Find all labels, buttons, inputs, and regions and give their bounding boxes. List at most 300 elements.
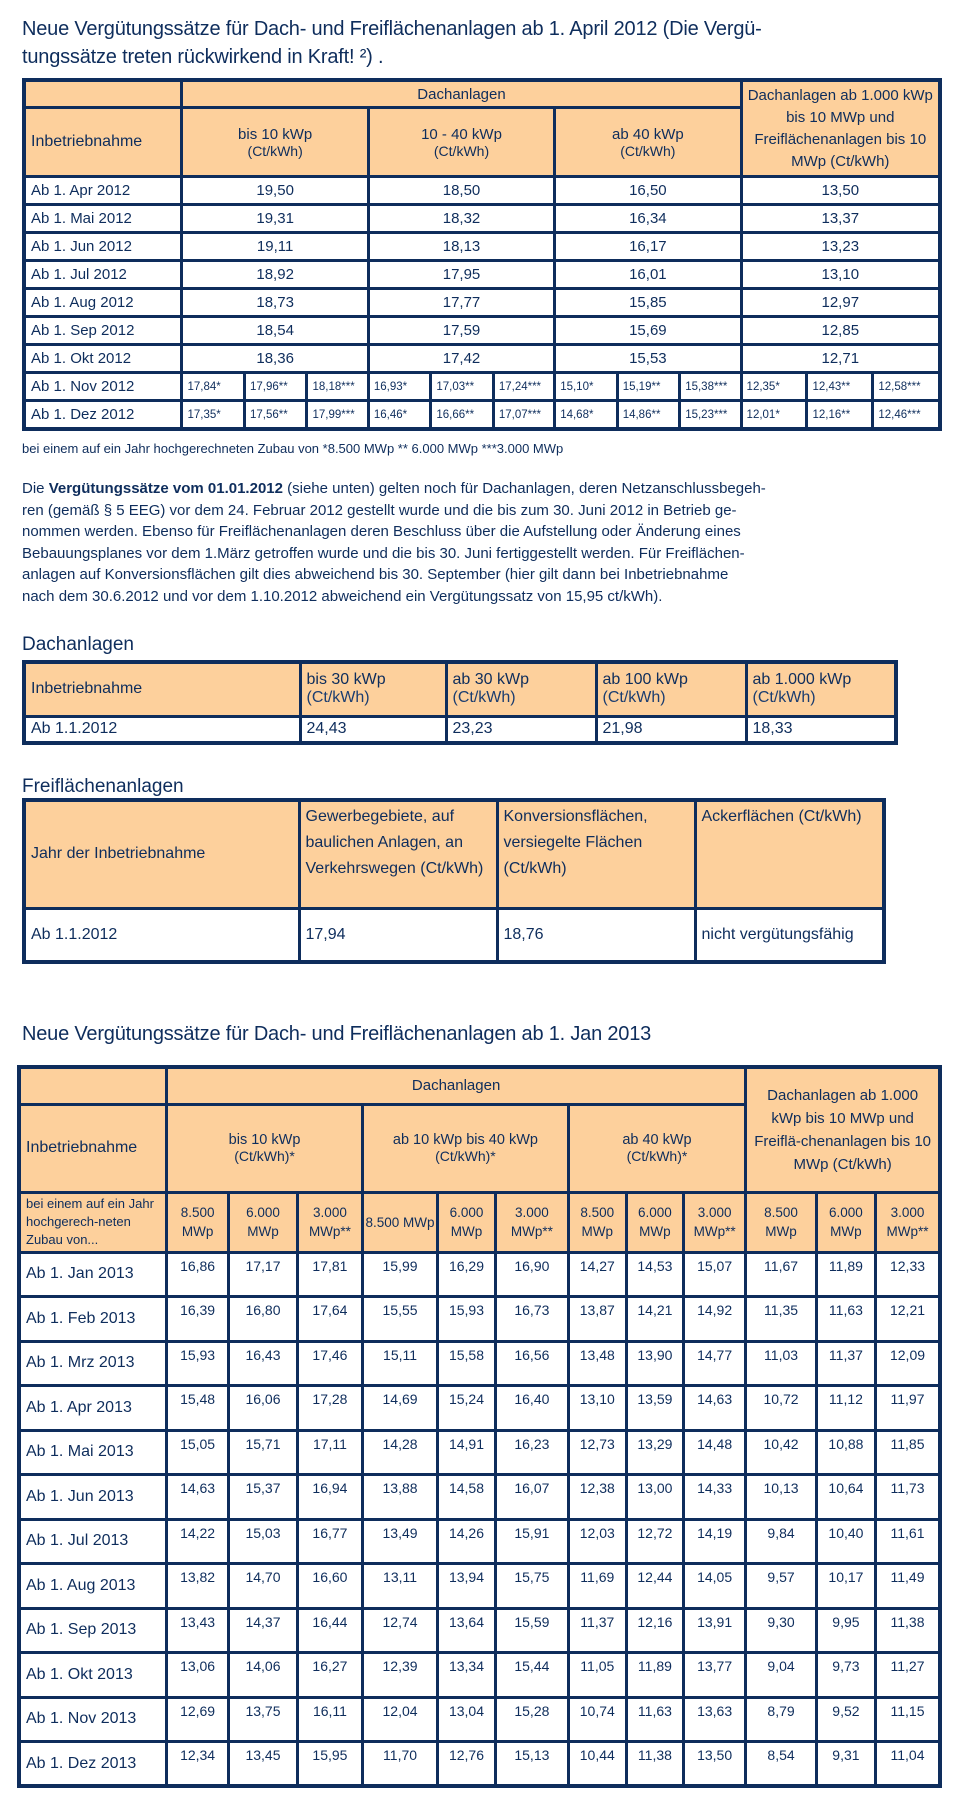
col-size: bis 10 kWp: [238, 125, 313, 143]
rate-cell: 17,81: [297, 1252, 362, 1297]
col-header-bis-10: [166, 1104, 362, 1192]
row-header-inbetriebnahme: Inbetriebnahme: [24, 662, 300, 716]
rate-cell: 18,76: [497, 908, 695, 962]
rate-cell: 16,07: [496, 1475, 569, 1520]
para-line: anlagen auf Konversionsflächen gilt dies abweichend bis 30. September (hier gilt dann bei Inbetriebnahme: [22, 566, 729, 583]
row-label: Ab 1. Jul 2013: [19, 1519, 166, 1564]
empty-header-cell: [19, 1067, 166, 1104]
col-header: [446, 662, 596, 716]
rate-cell: 17,46: [297, 1341, 362, 1386]
rate-cell: 17,11: [297, 1430, 362, 1475]
rate-cell: 13,77: [683, 1653, 745, 1698]
rate-cell: 15,99: [363, 1252, 438, 1297]
col-unit: (Ct/kWh): [306, 689, 370, 707]
row-label: Ab 1. Mai 2012: [24, 205, 182, 233]
zubau-col-header: 8.500 MWp: [166, 1192, 228, 1252]
table-row: [24, 345, 940, 373]
para-line: nach dem 30.6.2012 und vor dem 1.10.2012 abweichend ein Vergütungssatz von 15,95 ct/kWh).: [22, 587, 663, 605]
rate-cell: 14,33: [683, 1475, 745, 1520]
rate-cell: 18,18***: [307, 373, 368, 401]
col-size: ab 100 kWp: [602, 671, 688, 689]
col-header-konversion: Konversionsflächen, versiegelte Flächen (Ct/kWh): [497, 800, 695, 908]
table-row: [19, 1297, 940, 1342]
rate-cell: 15,59: [496, 1608, 569, 1653]
rate-cell: 16,56: [496, 1341, 569, 1386]
rates-april-2012-table: [22, 78, 942, 431]
rate-cell: 15,24: [437, 1386, 495, 1431]
col-size: bis 10 kWp: [228, 1132, 301, 1148]
rate-cell: 16,46*: [368, 401, 431, 430]
rate-cell: 14,63: [683, 1386, 745, 1431]
rate-cell: 14,27: [568, 1252, 626, 1297]
col-header-gewerbe: Gewerbegebiete, auf baulichen Anlagen, an Verkehrswegen (Ct/kWh): [299, 800, 497, 908]
col-header-bis-10: [182, 108, 368, 177]
rate-cell: 13,90: [626, 1341, 683, 1386]
col-size: bis 30 kWp: [306, 671, 386, 689]
rate-cell: 15,93: [437, 1297, 495, 1342]
rate-cell: 13,75: [229, 1697, 298, 1742]
rate-cell: 14,48: [683, 1430, 745, 1475]
row-label: Ab 1. Jan 2013: [19, 1252, 166, 1297]
rate-cell: 16,29: [437, 1252, 495, 1297]
rate-cell: 11,63: [816, 1297, 875, 1342]
rate-cell: 17,17: [229, 1252, 298, 1297]
rate-cell: 14,21: [626, 1297, 683, 1342]
rate-cell: 11,49: [876, 1564, 940, 1609]
dachanlagen-2012-title: Dachanlagen: [22, 634, 134, 655]
section1-title-line1: Neue Vergütungssätze für Dach- und Freiflächenanlagen ab 1. April 2012 (Die Vergü-: [22, 18, 762, 40]
table-row: [24, 289, 940, 317]
zubau-label: bei einem auf ein Jahr hochgerech-neten Zubau von...: [19, 1192, 166, 1252]
rate-cell: 15,13: [496, 1742, 569, 1787]
table-row: [24, 233, 940, 261]
rate-cell: 13,37: [741, 205, 940, 233]
rate-cell: 14,28: [363, 1430, 438, 1475]
rate-cell: 16,17: [555, 233, 741, 261]
rate-cell: 13,34: [437, 1653, 495, 1698]
rate-cell: 19,31: [182, 205, 368, 233]
rate-cell: 15,55: [363, 1297, 438, 1342]
table-row: [19, 1653, 940, 1698]
col-unit: (Ct/kWh)*: [626, 1148, 688, 1164]
rate-cell: 13,82: [166, 1564, 228, 1609]
rate-cell: 11,12: [816, 1386, 875, 1431]
rate-cell: 16,23: [496, 1430, 569, 1475]
rate-cell: 10,44: [568, 1742, 626, 1787]
rate-cell: 17,99***: [307, 401, 368, 430]
rate-cell: 10,42: [746, 1430, 817, 1475]
row-label: Ab 1.1.2012: [24, 716, 300, 743]
rate-cell: 16,77: [297, 1519, 362, 1564]
rate-cell: 16,06: [229, 1386, 298, 1431]
rate-cell: 14,05: [683, 1564, 745, 1609]
col-unit: (Ct/kWh): [620, 142, 676, 159]
zubau-col-header: 6.000 MWp: [816, 1192, 875, 1252]
rate-cell: 13,87: [568, 1297, 626, 1342]
rate-cell: 9,04: [746, 1653, 817, 1698]
rate-cell: 9,73: [816, 1653, 875, 1698]
rate-cell: nicht vergütungsfähig: [695, 908, 884, 962]
table-row: [24, 317, 940, 345]
col-size: ab 40 kWp: [622, 1132, 692, 1148]
rate-cell: 11,89: [816, 1252, 875, 1297]
rate-cell: 13,48: [568, 1341, 626, 1386]
rate-cell: 15,48: [166, 1386, 228, 1431]
rate-cell: 15,69: [555, 317, 741, 345]
rate-cell: 10,72: [746, 1386, 817, 1431]
rate-cell: 17,59: [368, 317, 554, 345]
rate-cell: 21,98: [596, 716, 746, 743]
rate-cell: 9,52: [816, 1697, 875, 1742]
rate-cell: 13,29: [626, 1430, 683, 1475]
row-label: Ab 1. Jun 2012: [24, 233, 182, 261]
rate-cell: 13,64: [437, 1608, 495, 1653]
rate-cell: 11,37: [568, 1608, 626, 1653]
rate-cell: 17,03**: [431, 373, 494, 401]
row-label: Ab 1. Okt 2013: [19, 1653, 166, 1698]
col-header: [300, 662, 446, 716]
rate-cell: 18,32: [368, 205, 554, 233]
section1-title: [22, 15, 762, 71]
rate-cell: 15,07: [683, 1252, 745, 1297]
rate-cell: 13,94: [437, 1564, 495, 1609]
rate-cell: 10,74: [568, 1697, 626, 1742]
rate-cell: 8,79: [746, 1697, 817, 1742]
rate-cell: 14,22: [166, 1519, 228, 1564]
rate-cell: 16,11: [297, 1697, 362, 1742]
col-unit: (Ct/kWh)*: [435, 1148, 496, 1164]
rate-cell: 19,50: [182, 177, 368, 205]
rate-cell: 11,27: [876, 1653, 940, 1698]
rate-cell: 17,42: [368, 345, 554, 373]
rate-cell: 12,16: [626, 1608, 683, 1653]
empty-header-cell: [24, 80, 182, 108]
row-header-inbetriebnahme: Inbetriebnahme: [24, 108, 182, 177]
rate-cell: 9,30: [746, 1608, 817, 1653]
col-unit: (Ct/kWh): [452, 689, 516, 707]
rate-cell: 13,10: [568, 1386, 626, 1431]
rate-cell: 12,74: [363, 1608, 438, 1653]
zubau-col-header: 3.000 MWp**: [297, 1192, 362, 1252]
rate-cell: 16,60: [297, 1564, 362, 1609]
explanation-paragraph: [22, 478, 922, 607]
rate-cell: 15,38***: [680, 373, 741, 401]
zubau-col-header: 8.500 MWp: [568, 1192, 626, 1252]
zubau-col-header: 8.500 MWp: [363, 1192, 438, 1252]
rate-cell: 8,54: [746, 1742, 817, 1787]
rate-cell: 12,44: [626, 1564, 683, 1609]
rate-cell: 16,34: [555, 205, 741, 233]
row-label: Ab 1. Aug 2012: [24, 289, 182, 317]
rate-cell: 13,45: [229, 1742, 298, 1787]
rate-cell: 10,40: [816, 1519, 875, 1564]
zubau-col-header: 8.500 MWp: [746, 1192, 817, 1252]
rate-cell: 11,69: [568, 1564, 626, 1609]
rate-cell: 13,10: [741, 261, 940, 289]
rate-cell: 16,93*: [368, 373, 431, 401]
row-label: Ab 1. Sep 2012: [24, 317, 182, 345]
rate-cell: 12,73: [568, 1430, 626, 1475]
rate-cell: 15,71: [229, 1430, 298, 1475]
rate-cell: 15,11: [363, 1341, 438, 1386]
rate-cell: 15,23***: [680, 401, 741, 430]
large-plants-header: Dachanlagen ab 1.000 kWp bis 10 MWp und Freiflächenanlagen bis 10 MWp (Ct/kWh): [741, 80, 940, 177]
rate-cell: 11,89: [626, 1653, 683, 1698]
col-header: [746, 662, 896, 716]
rate-cell: 13,49: [363, 1519, 438, 1564]
col-header-10-40: [363, 1104, 569, 1192]
rate-cell: 11,37: [816, 1341, 875, 1386]
rate-cell: 14,91: [437, 1430, 495, 1475]
rate-cell: 11,04: [876, 1742, 940, 1787]
para-line: ren (gemäß § 5 EEG) vor dem 24. Februar 2012 gestellt wurde und die bis zum 30. Juni 2012 in Betrieb ge-: [22, 501, 737, 519]
row-label: Ab 1. Okt 2012: [24, 345, 182, 373]
rate-cell: 15,75: [496, 1564, 569, 1609]
rate-cell: 9,57: [746, 1564, 817, 1609]
zubau-col-header: 6.000 MWp: [229, 1192, 298, 1252]
table-row: [19, 1252, 940, 1297]
para-line: (siehe unten) gelten noch für Dachanlagen, deren Netzanschlussbegeh-: [282, 480, 766, 497]
rate-cell: 12,01*: [741, 401, 807, 430]
rate-cell: 16,01: [555, 261, 741, 289]
row-header-inbetriebnahme: Inbetriebnahme: [19, 1104, 166, 1192]
rate-cell: 17,84*: [182, 373, 245, 401]
rate-cell: 11,70: [363, 1742, 438, 1787]
rate-cell: 15,58: [437, 1341, 495, 1386]
large-plants-header: Dachanlagen ab 1.000 kWp bis 10 MWp und Freiflä-chenanlagen bis 10 MWp (Ct/kWh): [746, 1067, 940, 1192]
row-label: Ab 1. Apr 2013: [19, 1386, 166, 1431]
row-label: Ab 1. Mrz 2013: [19, 1341, 166, 1386]
rate-cell: 13,11: [363, 1564, 438, 1609]
rate-cell: 17,24***: [493, 373, 554, 401]
rate-cell: 10,13: [746, 1475, 817, 1520]
dachanlagen-2012-table: [22, 660, 898, 745]
rate-cell: 15,19**: [617, 373, 680, 401]
rate-cell: 12,04: [363, 1697, 438, 1742]
rate-cell: 14,26: [437, 1519, 495, 1564]
row-label: Ab 1. Dez 2013: [19, 1742, 166, 1787]
table-row: [19, 1386, 940, 1431]
col-size: ab 10 kWp bis 40 kWp: [392, 1132, 538, 1148]
rate-cell: 17,07***: [493, 401, 554, 430]
rate-cell: 16,94: [297, 1475, 362, 1520]
rate-cell: 13,91: [683, 1608, 745, 1653]
col-size: ab 1.000 kWp: [752, 671, 852, 689]
rate-cell: 14,06: [229, 1653, 298, 1698]
rate-cell: 12,16**: [807, 401, 873, 430]
para-line: Bebauungsplanes vor dem 1.März getroffen wurde und die bis 30. Juni fertiggestellt werden. Für Freiflächen-: [22, 544, 745, 562]
rate-cell: 15,91: [496, 1519, 569, 1564]
rate-cell: 12,38: [568, 1475, 626, 1520]
rate-cell: 14,68*: [555, 401, 618, 430]
rate-cell: 12,58***: [873, 373, 940, 401]
zubau-col-header: 3.000 MWp**: [876, 1192, 940, 1252]
rate-cell: 12,71: [741, 345, 940, 373]
rate-cell: 15,03: [229, 1519, 298, 1564]
rate-cell: 10,88: [816, 1430, 875, 1475]
table-row: [24, 177, 940, 205]
rate-cell: 15,28: [496, 1697, 569, 1742]
rate-cell: 14,92: [683, 1297, 745, 1342]
row-label: Ab 1. Aug 2013: [19, 1564, 166, 1609]
rate-cell: 11,97: [876, 1386, 940, 1431]
rate-cell: 12,39: [363, 1653, 438, 1698]
rate-cell: 11,67: [746, 1252, 817, 1297]
rate-cell: 14,69: [363, 1386, 438, 1431]
rate-cell: 16,40: [496, 1386, 569, 1431]
rate-cell: 15,10*: [555, 373, 618, 401]
rate-cell: 18,36: [182, 345, 368, 373]
rate-cell: 9,95: [816, 1608, 875, 1653]
rate-cell: 14,77: [683, 1341, 745, 1386]
col-header-10-40: [368, 108, 554, 177]
col-header-ab-40: [568, 1104, 746, 1192]
rate-cell: 14,58: [437, 1475, 495, 1520]
table-row: [24, 261, 940, 289]
rate-cell: 12,76: [437, 1742, 495, 1787]
rate-cell: 23,23: [446, 716, 596, 743]
table-row: [24, 205, 940, 233]
table-row: [19, 1430, 940, 1475]
rate-cell: 15,53: [555, 345, 741, 373]
rate-cell: 16,90: [496, 1252, 569, 1297]
freiflaechen-2012-title: Freiflächenanlagen: [22, 776, 184, 797]
row-label: Ab 1. Nov 2013: [19, 1697, 166, 1742]
rate-cell: 10,17: [816, 1564, 875, 1609]
rate-cell: 11,38: [626, 1742, 683, 1787]
col-size: 10 - 40 kWp: [421, 125, 502, 143]
row-label: Ab 1. Feb 2013: [19, 1297, 166, 1342]
rate-cell: 24,43: [300, 716, 446, 743]
rate-cell: 15,93: [166, 1341, 228, 1386]
freiflaechen-2012-table: [22, 798, 886, 964]
rate-cell: 16,86: [166, 1252, 228, 1297]
rate-cell: 11,61: [876, 1519, 940, 1564]
row-label: Ab 1. Dez 2012: [24, 401, 182, 430]
rate-cell: 16,66**: [431, 401, 494, 430]
col-header: [596, 662, 746, 716]
rate-cell: 17,96**: [244, 373, 307, 401]
row-label: Ab 1.1.2012: [24, 908, 299, 962]
col-unit: (Ct/kWh): [602, 689, 666, 707]
rate-cell: 18,33: [746, 716, 896, 743]
rate-cell: 14,53: [626, 1252, 683, 1297]
table-row: [19, 1475, 940, 1520]
zubau-col-header: 3.000 MWp**: [683, 1192, 745, 1252]
rate-cell: 18,50: [368, 177, 554, 205]
rate-cell: 17,94: [299, 908, 497, 962]
para-prefix: Die: [22, 480, 49, 497]
rate-cell: 12,35*: [741, 373, 807, 401]
rate-cell: 17,35*: [182, 401, 245, 430]
rate-cell: 15,05: [166, 1430, 228, 1475]
rate-cell: 16,50: [555, 177, 741, 205]
rate-cell: 18,54: [182, 317, 368, 345]
col-unit: (Ct/kWh): [752, 689, 816, 707]
para-bold: Vergütungssätze vom 01.01.2012: [48, 480, 283, 497]
rate-cell: 13,06: [166, 1653, 228, 1698]
row-label: Ab 1. Mai 2013: [19, 1430, 166, 1475]
rate-cell: 11,05: [568, 1653, 626, 1698]
table-row: [19, 1742, 940, 1787]
row-label: Ab 1. Jul 2012: [24, 261, 182, 289]
table-row: [24, 373, 940, 401]
rate-cell: 12,46***: [873, 401, 940, 430]
rate-cell: 15,44: [496, 1653, 569, 1698]
rate-cell: 14,19: [683, 1519, 745, 1564]
table-row: [19, 1341, 940, 1386]
rate-cell: 13,00: [626, 1475, 683, 1520]
rate-cell: 11,63: [626, 1697, 683, 1742]
rate-cell: 13,88: [363, 1475, 438, 1520]
table-row: [24, 908, 884, 962]
rate-cell: 15,95: [297, 1742, 362, 1787]
group-header-dachanlagen: Dachanlagen: [182, 80, 741, 108]
col-size: ab 30 kWp: [452, 671, 529, 689]
rate-cell: 12,85: [741, 317, 940, 345]
section1-footnote: bei einem auf ein Jahr hochgerechneten Zubau von *8.500 MWp ** 6.000 MWp ***3.000 MWp: [22, 441, 564, 456]
table-row: [19, 1564, 940, 1609]
rate-cell: 19,11: [182, 233, 368, 261]
rate-cell: 15,37: [229, 1475, 298, 1520]
rate-cell: 11,35: [746, 1297, 817, 1342]
rate-cell: 17,64: [297, 1297, 362, 1342]
zubau-col-header: 3.000 MWp**: [496, 1192, 569, 1252]
rate-cell: 18,13: [368, 233, 554, 261]
col-header-acker: Ackerflächen (Ct/kWh): [695, 800, 884, 908]
rate-cell: 12,33: [876, 1252, 940, 1297]
rate-cell: 11,03: [746, 1341, 817, 1386]
row-label: Ab 1. Nov 2012: [24, 373, 182, 401]
rate-cell: 12,03: [568, 1519, 626, 1564]
col-header-ab-40: [555, 108, 741, 177]
rate-cell: 18,92: [182, 261, 368, 289]
col-unit: (Ct/kWh): [433, 142, 490, 159]
rate-cell: 11,15: [876, 1697, 940, 1742]
row-label: Ab 1. Apr 2012: [24, 177, 182, 205]
rate-cell: 16,43: [229, 1341, 298, 1386]
rate-cell: 14,63: [166, 1475, 228, 1520]
rate-cell: 9,31: [816, 1742, 875, 1787]
rate-cell: 12,43**: [807, 373, 873, 401]
rate-cell: 12,34: [166, 1742, 228, 1787]
rate-cell: 18,73: [182, 289, 368, 317]
table-row: [19, 1519, 940, 1564]
section2-title: Neue Vergütungssätze für Dach- und Freiflächenanlagen ab 1. Jan 2013: [22, 1023, 652, 1045]
rate-cell: 17,28: [297, 1386, 362, 1431]
rate-cell: 13,63: [683, 1697, 745, 1742]
rate-cell: 16,73: [496, 1297, 569, 1342]
rate-cell: 17,95: [368, 261, 554, 289]
table-row: [24, 401, 940, 430]
col-unit: (Ct/kWh): [247, 142, 303, 159]
zubau-col-header: 6.000 MWp: [437, 1192, 495, 1252]
col-unit: (Ct/kWh)*: [234, 1148, 295, 1164]
rate-cell: 17,77: [368, 289, 554, 317]
rate-cell: 16,39: [166, 1297, 228, 1342]
table-row: [19, 1608, 940, 1653]
rate-cell: 13,50: [683, 1742, 745, 1787]
rate-cell: 16,44: [297, 1608, 362, 1653]
rate-cell: 12,97: [741, 289, 940, 317]
zubau-col-header: 6.000 MWp: [626, 1192, 683, 1252]
rate-cell: 9,84: [746, 1519, 817, 1564]
rate-cell: 14,70: [229, 1564, 298, 1609]
rate-cell: 14,86**: [617, 401, 680, 430]
rate-cell: 13,04: [437, 1697, 495, 1742]
rate-cell: 11,38: [876, 1608, 940, 1653]
rate-cell: 12,72: [626, 1519, 683, 1564]
